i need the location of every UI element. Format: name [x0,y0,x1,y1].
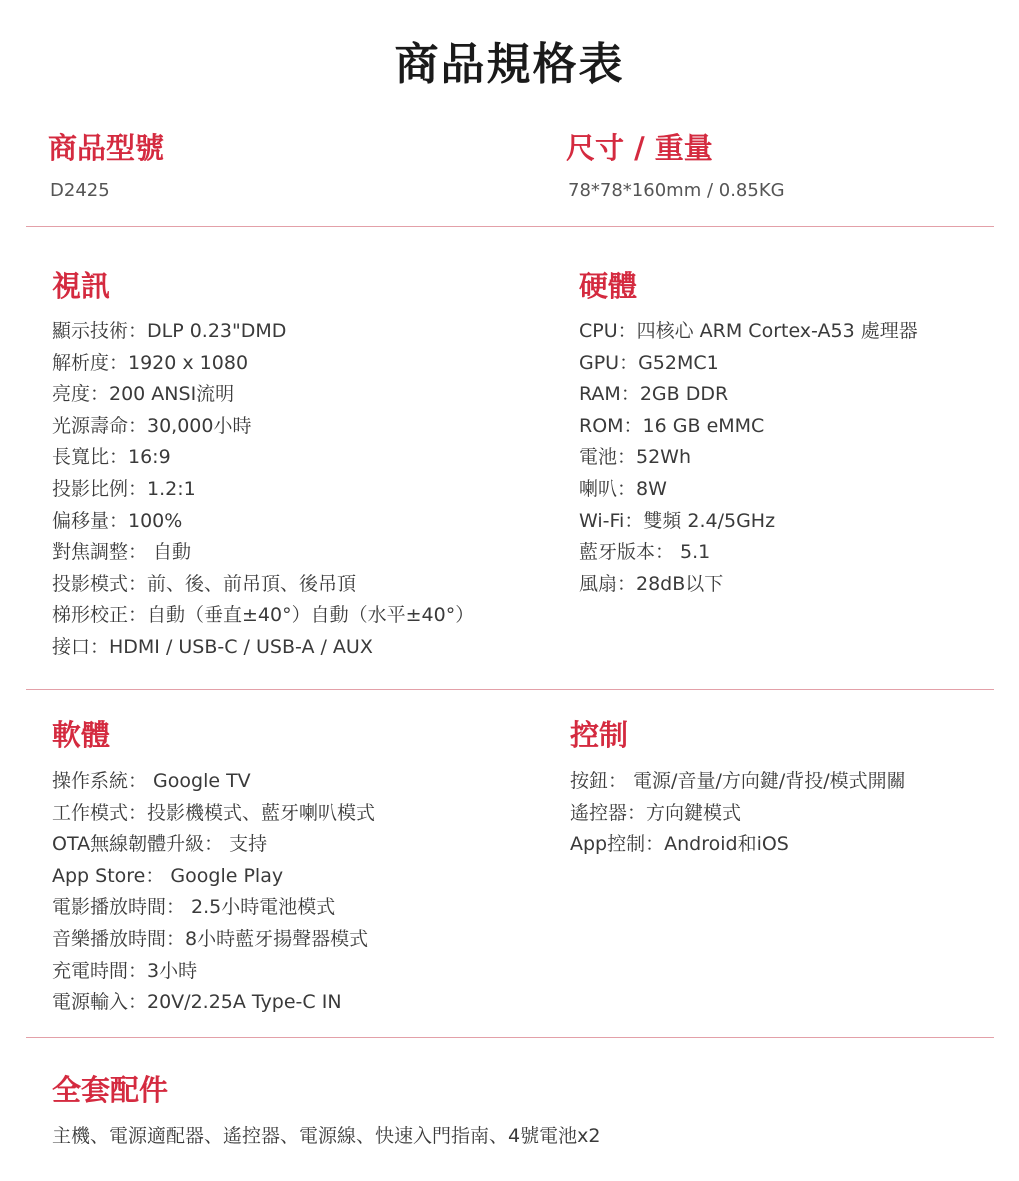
software-heading: 軟體 [52,718,111,752]
spec-item: 梯形校正：自動（垂直±40°）自動（水平±40°） [52,604,475,627]
spec-item: 充電時間：3小時 [52,959,198,982]
spec-item: 藍牙版本： 5.1 [579,541,711,564]
accessories-heading: 全套配件 [52,1073,169,1107]
spec-item: App Store： Google Play [52,864,284,887]
size-weight-value: 78*78*160mm / 0.85KG [568,180,785,201]
spec-item: 電影播放時間： 2.5小時電池模式 [52,896,336,919]
spec-item: 投影比例：1.2:1 [52,477,196,500]
spec-item: OTA無線韌體升級： 支持 [52,833,268,856]
spec-item: ROM：16 GB eMMC [579,414,765,437]
spec-item: 音樂播放時間：8小時藍牙揚聲器模式 [52,927,369,950]
model-value: D2425 [50,180,110,201]
model-heading: 商品型號 [48,131,165,165]
accessories-value: 主機、電源適配器、遙控器、電源線、快速入門指南、4號電池x2 [52,1125,601,1147]
spec-item: App控制：Android和iOS [570,833,789,856]
spec-item: 偏移量：100% [52,509,183,532]
spec-item: 按鈕： 電源/音量/方向鍵/背投/模式開關 [570,770,906,792]
page-title: 商品規格表 [394,39,625,90]
spec-item: 解析度：1920 x 1080 [52,351,249,374]
spec-item: 長寬比：16:9 [52,446,171,469]
control-heading: 控制 [570,718,629,752]
spec-item: 接口：HDMI / USB-C / USB-A / AUX [52,635,373,658]
spec-item: Wi-Fi：雙頻 2.4/5GHz [579,509,776,532]
spec-item: 顯示技術：DLP 0.23"DMD [52,320,287,342]
software-spec-list [52,766,375,1019]
spec-item: 操作系統： Google TV [52,770,251,792]
video-heading: 視訊 [52,269,111,303]
spec-item: 亮度：200 ANSI流明 [52,383,235,406]
spec-item: 投影模式：前、後、前吊頂、後吊頂 [52,572,357,595]
spec-item: RAM：2GB DDR [579,383,729,406]
spec-item: GPU：G52MC1 [579,351,719,374]
spec-item: 工作模式：投影機模式、藍牙喇叭模式 [52,801,376,824]
spec-item: 遙控器：方向鍵模式 [570,801,742,824]
spec-item: 風扇：28dB以下 [579,572,724,595]
spec-item: 對焦調整： 自動 [52,541,192,564]
video-spec-list [52,316,474,664]
spec-item: 電源輸入：20V/2.25A Type-C IN [52,991,342,1014]
size-weight-heading: 尺寸 / 重量 [566,131,713,165]
section-divider [26,226,994,227]
control-spec-list [570,766,906,861]
hardware-heading: 硬體 [579,269,638,303]
spec-item: CPU：四核心 ARM Cortex-A53 處理器 [579,320,918,342]
spec-item: 光源壽命：30,000小時 [52,414,252,437]
section-divider [26,1037,994,1038]
spec-item: 電池：52Wh [579,446,692,469]
spec-item: 喇叭：8W [579,477,667,500]
hardware-spec-list [579,316,918,600]
section-divider [26,689,994,690]
